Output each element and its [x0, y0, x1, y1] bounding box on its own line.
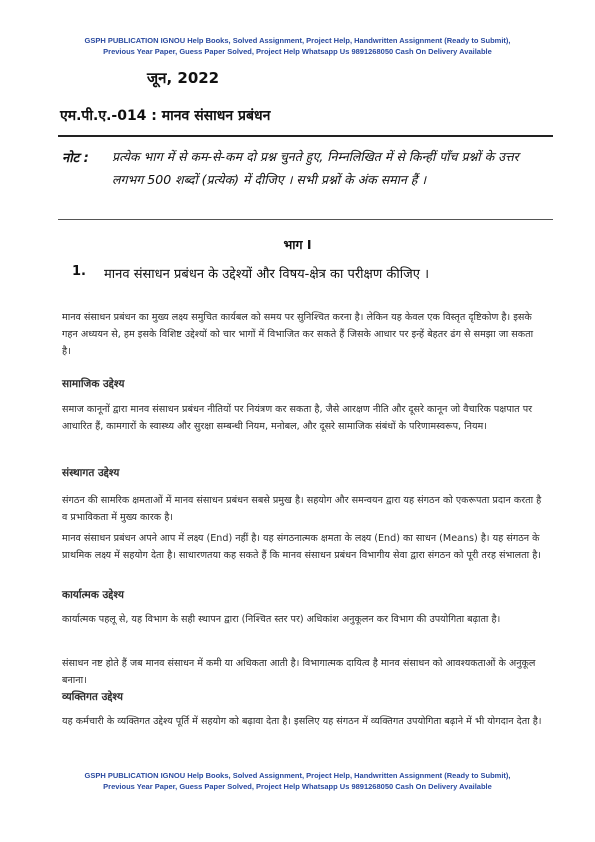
publisher-footer-line1: GSPH PUBLICATION IGNOU Help Books, Solved Assignment, Project Help, Handwritten Assignment (Ready to Submit),: [84, 771, 511, 780]
publisher-footer: [30, 770, 565, 792]
section-heading-social: सामाजिक उद्देश्य: [62, 378, 125, 390]
publisher-footer-line2: Previous Year Paper, Guess Paper Solved, Project Help Whatsapp Us 9891268050 Cash On Delivery Available: [103, 782, 492, 791]
personal-paragraph: यह कर्मचारी के व्यक्तिगत उद्देश्य पूर्ति में सहयोग को बढ़ावा देता है। इसलिए यह संगठन में व्यक्तिगत उपयोगिता बढ़ाने में भी योगदान देता है।: [62, 716, 542, 727]
question-text: मानव संसाधन प्रबंधन के उद्देश्यों और विषय-क्षेत्र का परीक्षण कीजिए ।: [104, 267, 429, 282]
social-paragraph: समाज कानूनों द्वारा मानव संसाधन प्रबंधन नीतियों पर नियंत्रण कर सकता है, जैसे आरक्षण नीति और दूसरे कानून जो वैचारिक पक्षपात पर आधारित हैं, कामगारों के स्वास्थ्य और सुरक्षा सम्बन्धी नियम, मनोबल, और दूसरे सामाजिक संबंधों के परिणामस्वरूप, नियम।: [62, 404, 533, 432]
publisher-header-line2: Previous Year Paper, Guess Paper Solved, Project Help Whatsapp Us 9891268050 Cash On Delivery Available: [103, 47, 492, 56]
publisher-header: [30, 35, 565, 57]
note-label: नोट :: [62, 151, 89, 166]
organizational-paragraph-1: संगठन की सामरिक क्षमताओं में मानव संसाधन प्रबंधन सबसे प्रमुख है। सहयोग और समन्वयन द्वारा यह संगठन को एकरूपता प्रदान करता है व प्रभाविकता में मुख्य कारक है।: [62, 495, 542, 523]
publisher-header-line1: GSPH PUBLICATION IGNOU Help Books, Solved Assignment, Project Help, Handwritten Assignment (Ready to Submit),: [84, 36, 511, 45]
functional-paragraph-1: कार्यात्मक पहलू से, यह विभाग के सही स्थापन द्वारा (निश्चित स्तर पर) अधिकांश अनुकूलन कर विभाग की उपयोगिता बढ़ाता है।: [62, 614, 501, 625]
question-number: 1.: [72, 264, 86, 279]
section-heading-functional: कार्यात्मक उद्देश्य: [62, 589, 124, 601]
note-instructions: प्रत्येक भाग में से कम-से-कम दो प्रश्न चुनते हुए, निम्नलिखित में से किन्हीं पाँच प्रश्नों के उत्तर लगभग 500 शब्दों (प्रत्येक) में दीजिए । सभी प्रश्नों के अंक समान हैं ।: [112, 149, 519, 187]
section-heading-personal: व्यक्तिगत उद्देश्य: [62, 691, 123, 703]
organizational-paragraph-2: मानव संसाधन प्रबंधन अपने आप में लक्ष्य (End) नहीं है। यह संगठनात्मक क्षमता के लक्ष्य (End) का साधन (Means) है। यह संगठन के प्राथमिक लक्ष्य में सहयोग देता है। साधारणतया कह सकते हैं कि मानव संसाधन प्रबंधन विभागीय सेवा द्वारा संगठन को पूरी तरह संभालता है।: [62, 533, 541, 561]
paper-code-title: एम.पी.ए.-014 : मानव संसाधन प्रबंधन: [60, 108, 271, 124]
exam-date: जून, 2022: [147, 69, 220, 87]
section-heading-organizational: संस्थागत उद्देश्य: [62, 467, 120, 479]
functional-paragraph-2: संसाधन नष्ट होते हैं जब मानव संसाधन में कमी या अधिकता आती है। विभागात्मक दायित्व है मानव संसाधन को आवश्यकताओं के अनुकूल बनाना।: [62, 658, 536, 686]
title-divider: [58, 135, 553, 137]
note-divider: [58, 219, 553, 220]
part-title: भाग I: [283, 237, 312, 252]
answer-intro: मानव संसाधन प्रबंधन का मुख्य लक्ष्य समुचित कार्यबल को समय पर सुनिश्चित करना है। लेकिन यह केवल एक विस्तृत दृष्टिकोण है। इसके गहन अध्ययन से, हम इसके विशिष्ट उद्देश्यों को चार भागों में विभाजित कर सकते हैं जिसके आधार पर इन्हें बेहतर ढंग से समझा जा सकता है।: [62, 312, 534, 357]
